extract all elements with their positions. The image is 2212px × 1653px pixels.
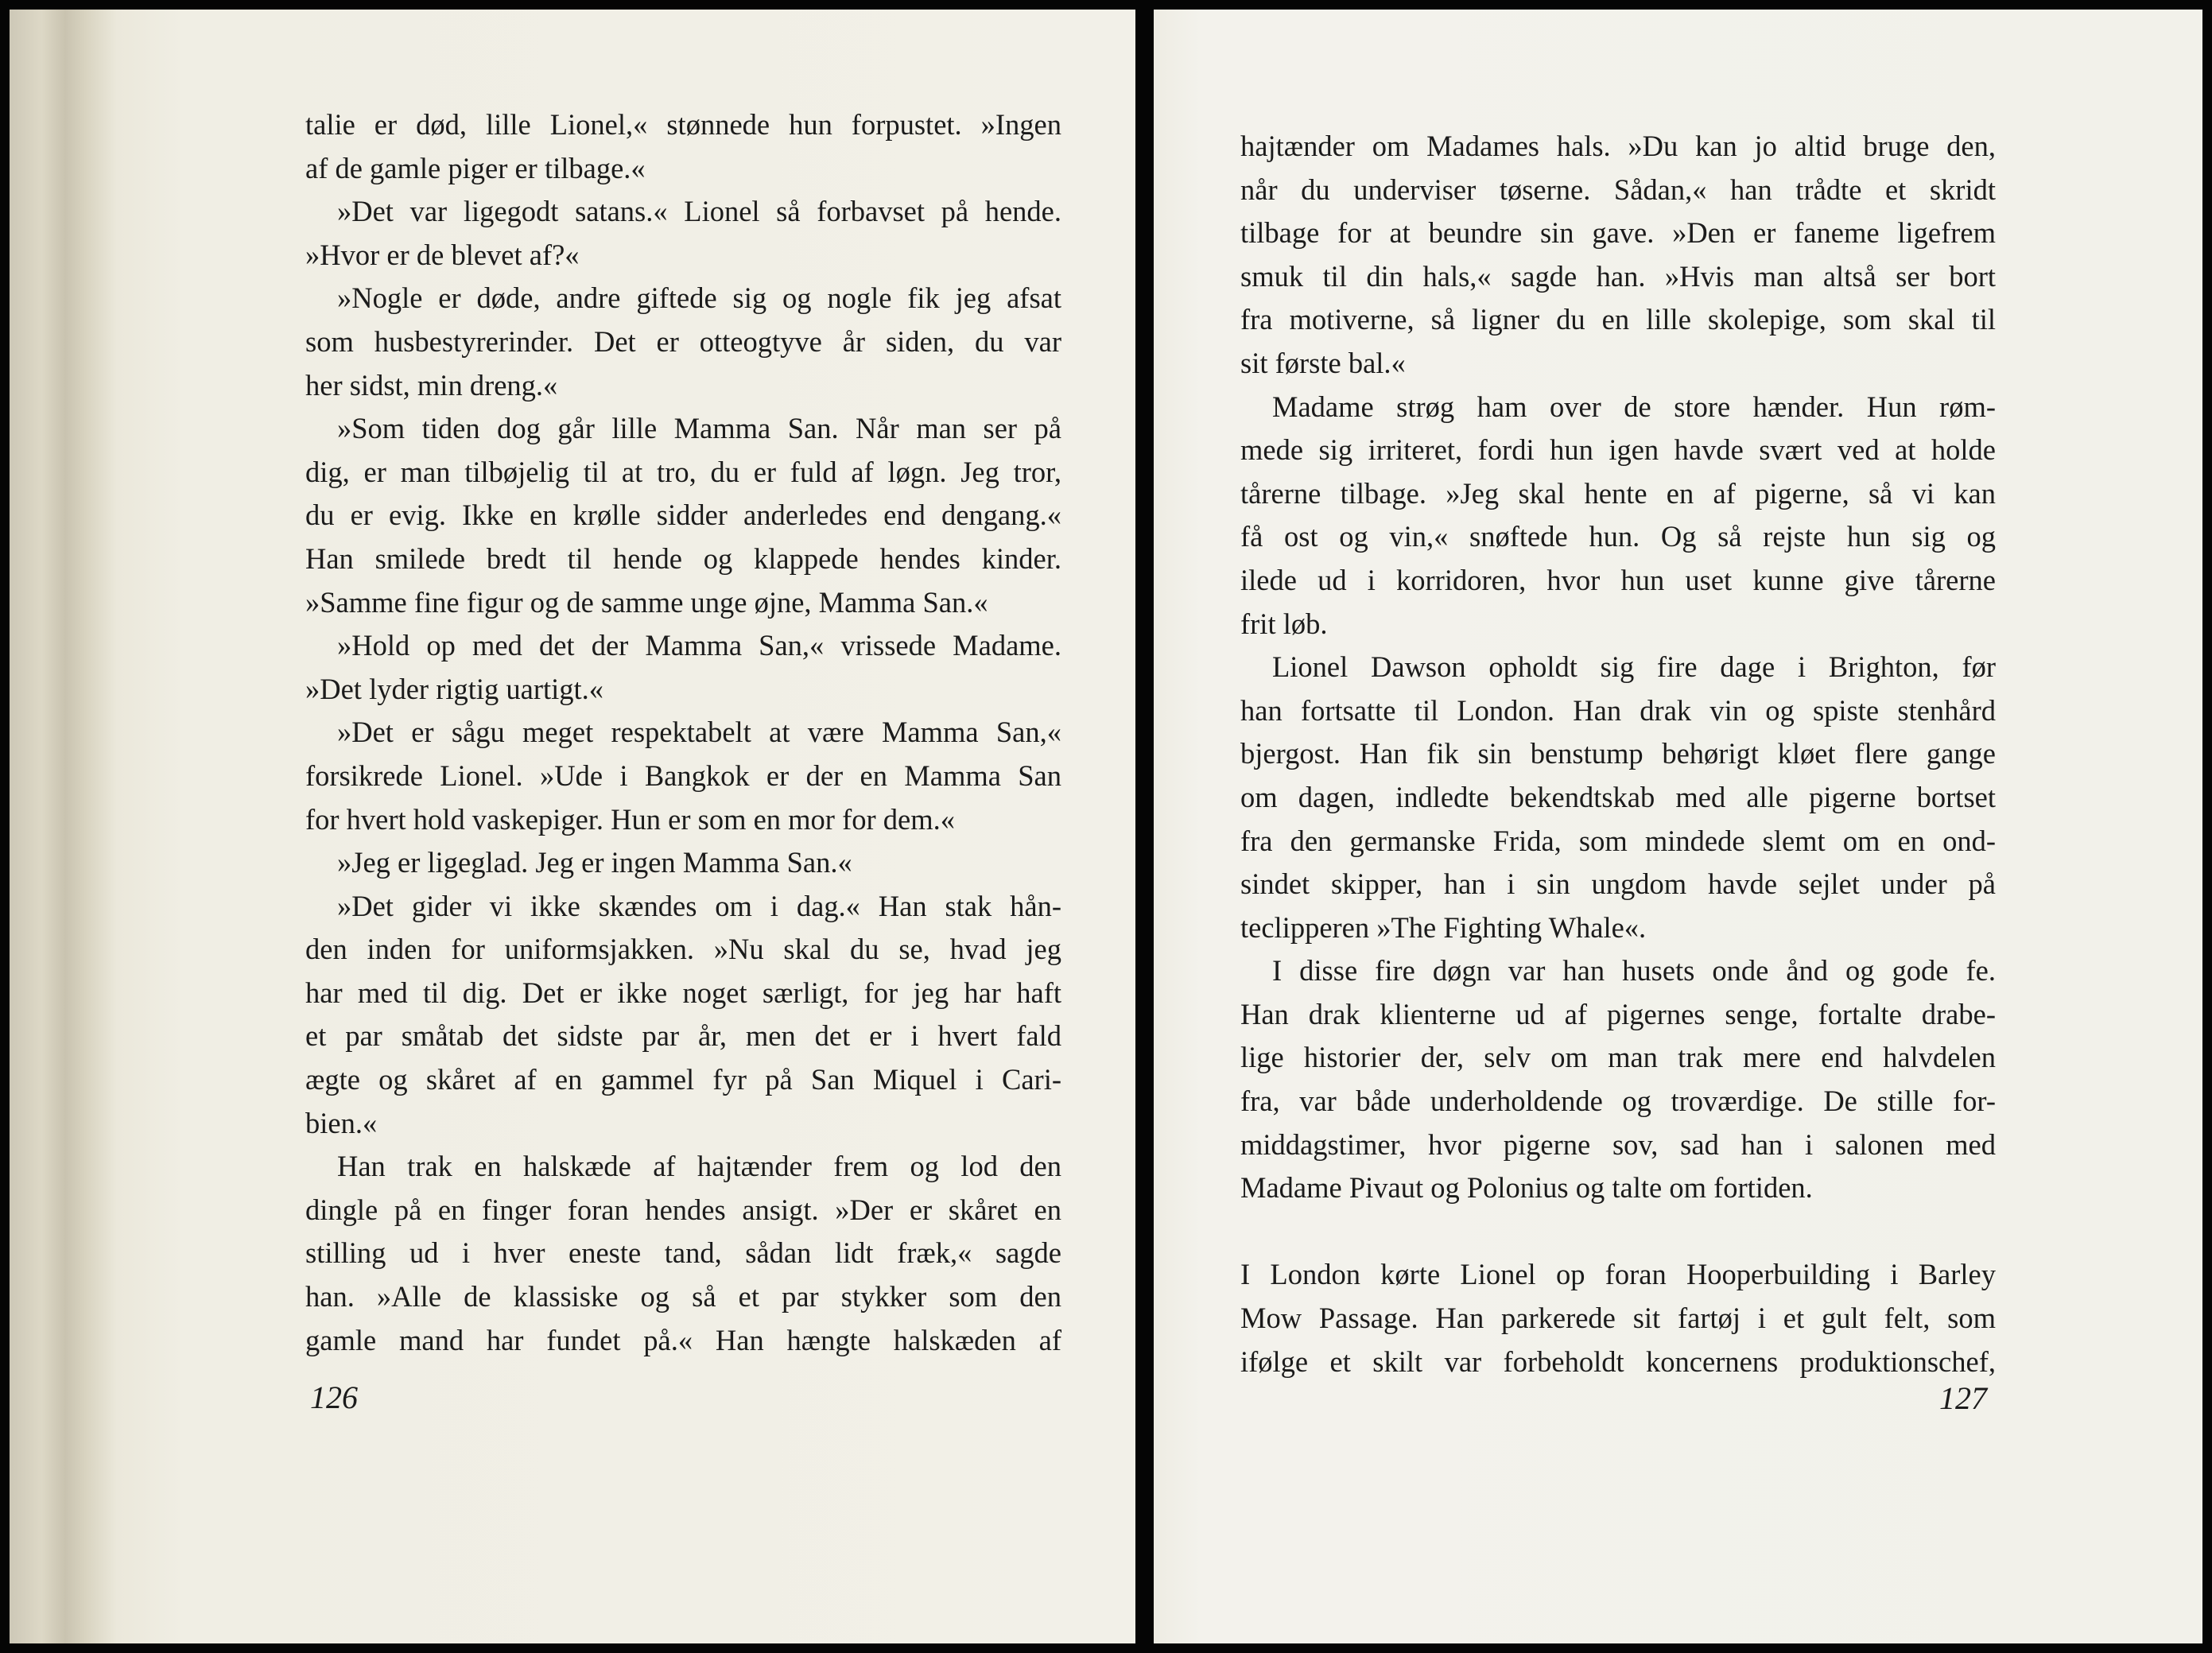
text-line: »Samme fine figur og de samme unge øjne, Mamma San.« — [305, 585, 988, 619]
text-line: fra den germanske Frida, som mindede slemt om en ond- — [1240, 824, 1996, 857]
text-line: »Det var ligegodt satans.« Lionel så forbavset på hende. — [337, 195, 1061, 228]
text-line: »Hold op med det der Mamma San,« vrissede Madame. — [337, 629, 1061, 662]
text-line: sit første bal.« — [1240, 346, 1406, 379]
text-line: hajtænder om Madames hals. »Du kan jo altid bruge den, — [1240, 130, 1996, 162]
text-line: ifølge et skilt var forbeholdt koncernens produktionschef, — [1240, 1345, 1996, 1378]
text-line: lige historier der, selv om man trak mere end halvdelen — [1240, 1041, 1996, 1074]
left-page-text — [305, 103, 1061, 1362]
text-line: dig, er man tilbøjelig til at tro, du er fuld af løgn. Jeg tror, — [305, 455, 1061, 488]
text-line: du er evig. Ikke en krølle sidder anderledes end dengang.« — [305, 499, 1061, 532]
text-line: teclipperen »The Fighting Whale«. — [1240, 910, 1647, 944]
text-line: »Det lyder rigtig uartigt.« — [305, 672, 604, 705]
text-line: »Som tiden dog går lille Mamma San. Når man ser på — [337, 412, 1061, 445]
text-line: Han drak klienterne ud af pigernes senge, fortalte drabe- — [1240, 997, 1996, 1030]
text-line: middagstimer, hvor pigerne sov, sad han i salonen med — [1240, 1127, 1996, 1161]
text-line: Lionel Dawson opholdt sig fire dage i Brighton, før — [1272, 650, 1996, 684]
text-line: som husbestyrerinder. Det er otteogtyve år siden, du var — [305, 324, 1061, 358]
text-line: af de gamle piger er tilbage.« — [305, 151, 646, 184]
text-line: tårerne tilbage. »Jeg skal hente en af pigerne, så vi kan — [1240, 476, 1996, 510]
text-line: Han trak en halskæde af hajtænder frem og lod den — [337, 1150, 1061, 1183]
text-line: tilbage for at beundre sin gave. »Den er faneme ligefrem — [1240, 216, 1996, 250]
text-line: har med til dig. Det er ikke noget særligt, for jeg har haft — [305, 976, 1061, 1009]
text-line: han. »Alle de klassiske og så et par stykker som den — [305, 1280, 1061, 1313]
text-line: talie er død, lille Lionel,« stønnede hun forpustet. »Ingen — [305, 108, 1061, 141]
text-line: frit løb. — [1240, 607, 1328, 640]
text-line: dingle på en finger foran hendes ansigt. »Der er skåret en — [305, 1193, 1061, 1226]
text-line: I London kørte Lionel op foran Hooperbuilding i Barley — [1240, 1258, 1996, 1291]
text-line: stilling ud i hver eneste tand, sådan lidt fræk,« sagde — [305, 1236, 1061, 1270]
text-line: den inden for uniformsjakken. »Nu skal du se, hvad jeg — [305, 933, 1061, 966]
left-page-number: 126 — [310, 1379, 358, 1415]
text-line: fra, var både underholdende og troværdige. De stille for- — [1240, 1085, 1996, 1118]
text-line: ægte og skåret af en gammel fyr på San Miquel i Cari- — [305, 1063, 1061, 1096]
text-line: sindet skipper, han i sin ungdom havde sejlet under på — [1240, 867, 1996, 901]
text-line: »Hvor er de blevet af?« — [305, 238, 580, 271]
right-page-number: 127 — [1939, 1380, 1987, 1416]
text-line: Madame Pivaut og Polonius og talte om fortiden. — [1240, 1171, 1813, 1205]
right-page-text — [1240, 125, 1996, 1383]
text-line: forsikrede Lionel. »Ude i Bangkok er der en Mamma San — [305, 759, 1061, 792]
text-line: Han smilede bredt til hende og klappede hendes kinder. — [305, 541, 1061, 575]
text-line: fra motiverne, så ligner du en lille skolepige, som skal til — [1240, 303, 1996, 336]
text-line: gamle mand har fundet på.« Han hængte halskæden af — [305, 1323, 1061, 1356]
text-line: for hvert hold vaskepiger. Hun er som en mor for dem.« — [305, 802, 955, 836]
text-line: han fortsatte til London. Han drak vin og spiste stenhård — [1240, 693, 1996, 727]
text-line: »Det er sågu meget respektabelt at være Mamma San,« — [337, 716, 1061, 749]
text-line — [1240, 1210, 1996, 1254]
left-page — [10, 10, 1135, 1643]
text-line: »Det gider vi ikke skændes om i dag.« Han stak hån- — [337, 889, 1061, 922]
text-line: Madame strøg ham over de store hænder. Hun røm- — [1272, 390, 1996, 423]
text-line: I disse fire døgn var han husets onde ånd og gode fe. — [1272, 954, 1996, 988]
text-line: bien.« — [305, 1106, 378, 1139]
text-line: et par småtab det sidste par år, men det er i hvert fald — [305, 1019, 1061, 1053]
text-line: »Jeg er ligeglad. Jeg er ingen Mamma San.« — [337, 846, 852, 879]
text-line: ilede ud i korridoren, hvor hun uset kunne give tårerne — [1240, 563, 1996, 596]
text-line: få ost og vin,« snøftede hun. Og så rejste hun sig og — [1240, 520, 1996, 553]
right-page — [1154, 10, 2202, 1643]
text-line: »Nogle er døde, andre giftede sig og nogle fik jeg afsat — [337, 281, 1061, 315]
text-line: når du underviser tøserne. Sådan,« han trådte et skridt — [1240, 173, 1996, 206]
text-line: mede sig irriteret, fordi hun igen havde svært ved at holde — [1240, 433, 1996, 467]
text-line: smuk til din hals,« sagde han. »Hvis man altså ser bort — [1240, 259, 1996, 293]
text-line: Mow Passage. Han parkerede sit fartøj i et gult felt, som — [1240, 1302, 1996, 1335]
text-line: her sidst, min dreng.« — [305, 368, 558, 402]
text-line: om dagen, indledte bekendtskab med alle pigerne bortset — [1240, 780, 1996, 813]
text-line: bjergost. Han fik sin benstump behørigt kløet flere gange — [1240, 737, 1996, 770]
